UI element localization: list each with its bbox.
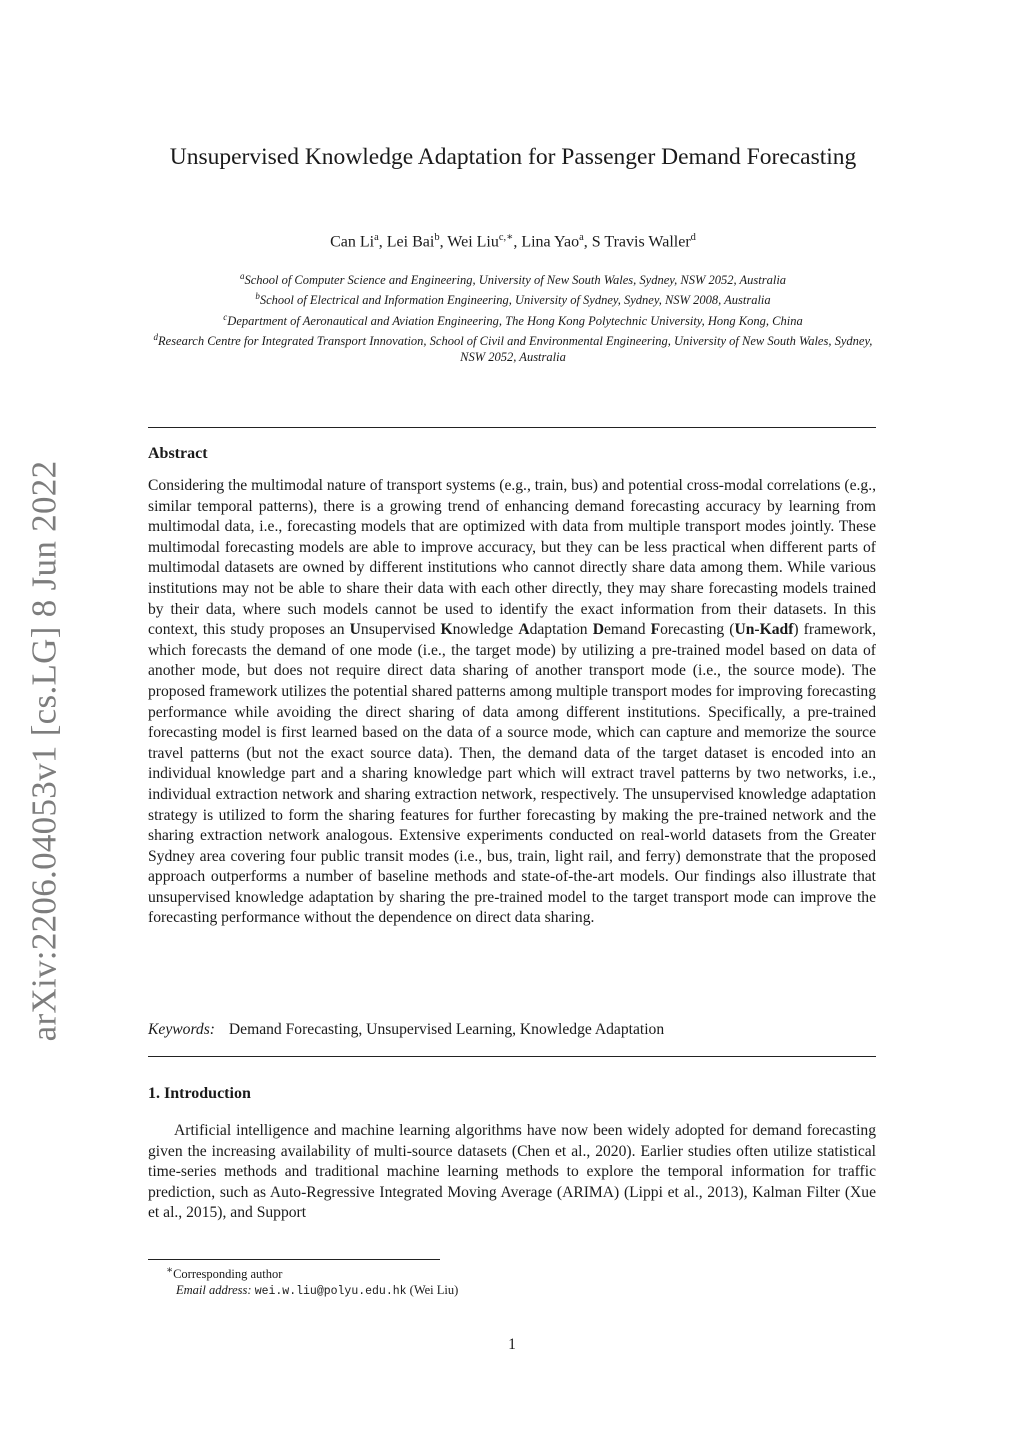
author-name: Wei Liu xyxy=(447,233,499,251)
framework-initial: F xyxy=(650,621,661,639)
keywords-label: Keywords: xyxy=(148,1021,215,1038)
affiliation-mark: d xyxy=(153,332,159,343)
keywords-line xyxy=(148,1021,876,1039)
arxiv-identifier-text: arXiv:2206.04053v1 [cs.LG] 8 Jun 2022 xyxy=(24,460,64,1042)
arxiv-identifier-stamp xyxy=(22,462,66,1040)
footnote-email-line xyxy=(148,1282,876,1300)
footnote-mark: ∗ xyxy=(166,1265,174,1276)
footnote-corresponding-text: Corresponding author xyxy=(173,1267,283,1282)
footnote-email-address[interactable]: wei.w.liu@polyu.edu.hk xyxy=(254,1285,407,1299)
framework-word-rest: orecasting xyxy=(660,621,725,639)
author-mark: b xyxy=(434,232,440,243)
keywords-text: Demand Forecasting, Unsupervised Learning, Knowledge Adaptation xyxy=(228,1021,665,1038)
section-heading-introduction: 1. Introduction xyxy=(148,1085,251,1102)
author-mark: d xyxy=(690,232,696,243)
framework-word-rest: nsupervised xyxy=(360,621,441,639)
framework-initial: U xyxy=(349,621,361,639)
author-mark: a xyxy=(374,232,379,243)
introduction-paragraph: Artificial intelligence and machine learning algorithms have now been widely adopted for demand forecasting given the increasing availability of multi-source datasets (Chen et al., 2020). Earlier studies often utilize statistical time-series methods and traditional machine learning methods to explore the temporal information for traffic prediction, such as Auto-Regressive Integrated Moving Average (ARIMA) (Lippi et al., 2013), Kalman Filter (Xue et al., 2015), and Support xyxy=(148,1122,876,1222)
affiliation-mark: c xyxy=(223,311,228,322)
framework-word-rest: emand xyxy=(603,621,651,639)
footnote-corresponding-line xyxy=(148,1263,876,1282)
affiliation-item xyxy=(150,329,876,366)
footnote-email-label: Email address: xyxy=(176,1283,252,1298)
affiliation-mark: a xyxy=(239,271,245,281)
abstract-part-1: Considering the multimodal nature of transport systems (e.g., train, bus) and potential cross-modal correlations (e.g., similar temporal patterns), there is a growing trend of enhancing demand forecasting accuracy by learning from multimodal data, i.e., forecasting models that are optimized with data from multiple transport modes jointly. These multimodal forecasting models are able to improve accuracy, but they can be less practical when different parts of multimodal datasets are owned by different institutions who cannot directly share data among them. While various institutions may not be able to share their data with each other directly, they may share forecasting models trained by their data, where such models cannot be used to identify the exact information from their datasets. In this context, this study proposes an xyxy=(148,477,876,639)
framework-initial: K xyxy=(440,621,453,639)
framework-abbreviation: Un-Kadf xyxy=(734,621,794,639)
affiliation-text: Department of Aeronautical and Aviation Engineering, The Hong Kong Polytechnic University, Hong Kong, China xyxy=(227,313,803,328)
author-name: Lina Yao xyxy=(521,233,580,251)
framework-word-rest: daptation xyxy=(529,621,593,639)
author-name: Can Li xyxy=(330,233,375,251)
paper-title: Unsupervised Knowledge Adaptation for Passenger Demand Forecasting xyxy=(169,144,857,170)
affiliation-item xyxy=(150,309,876,329)
affiliation-text: Research Centre for Integrated Transport Innovation, School of Civil and Environmental Engineering, University of New South Wales, Sydney, NSW 2052, Australia xyxy=(158,334,873,365)
page-number: 1 xyxy=(508,1336,516,1353)
author-name: S Travis Waller xyxy=(591,233,691,251)
author-mark: c,∗ xyxy=(498,232,514,243)
affiliation-mark: b xyxy=(255,291,260,302)
author-name: Lei Bai xyxy=(386,233,435,251)
abstract-text: Considering the multimodal nature of transport systems (e.g., train, bus) and potential cross-modal correlations (e.g., similar temporal patterns), there is a growing trend of enhancing demand forecasting accuracy by learning from multimodal data, i.e., forecasting models that are optimized with data from multiple transport modes jointly. These multimodal forecasting models are able to improve accuracy, but they can be less practical when different parts of multimodal datasets are owned by different institutions who cannot directly share data among them. While various institutions may not be able to share their data with each other directly, they may share forecasting models trained by their data, where such models cannot be used to identify the exact information from their datasets. In this context, this study proposes an Unsupervised Knowledge Adaptation Demand Forecasting (Un-Kadf) framework, which forecasts the demand of one mode (i.e., the target mode) by utilizing a pre-trained model based on data of another mode, but does not require direct data sharing of another transport mode (i.e., the source mode). The proposed framework utilizes the potential shared patterns among multiple transport modes for improving forecasting performance while avoiding the direct sharing of data among different institutions. Specifically, a pre-trained forecasting model is first learned based on the data of a source mode, which can capture and memorize the source travel patterns (but not the exact source data). Then, the demand data of the target dataset is encoded into an individual knowledge part and a sharing knowledge part which will extract travel patterns by two networks, i.e., individual extraction network and sharing extraction network, respectively. The unsupervised knowledge adaptation strategy is utilized to form the sharing features for further forecasting by making the pre-trained network and the sharing extraction network analogous. Extensive experiments conducted on real-world datasets from the Greater Sydney area covering four public transit modes (i.e., bus, train, light rail, and ferry) demonstrate that the proposed approach outperforms a number of baseline methods and state-of-the-art models. Our findings also illustrate that unsupervised knowledge adaptation by sharing the pre-trained model to the target transport mode can improve the forecasting performance without the dependence on direct data sharing. xyxy=(148,477,876,927)
framework-initial: A xyxy=(518,621,530,639)
framework-initial: D xyxy=(592,621,604,639)
affiliation-item xyxy=(150,288,876,308)
footnote xyxy=(148,1263,876,1300)
framework-word-rest: nowledge xyxy=(452,621,519,639)
abstract-heading: Abstract xyxy=(148,445,208,462)
affiliation-list xyxy=(150,268,876,366)
abstract-bottom-rule xyxy=(148,1056,876,1057)
abstract-part-2: framework, which forecasts the demand of one mode (i.e., the target mode) by utilizing a pre-trained model based on data of another mode, but does not require direct data sharing of another transport mode (i.e., the source mode). The proposed framework utilizes the potential shared patterns among multiple transport modes for improving forecasting performance while avoiding the direct sharing of data among different institutions. Specifically, a pre-trained forecasting model is first learned based on the data of a source mode, which can capture and memorize the source travel patterns (but not the exact source data). Then, the demand data of the target dataset is encoded into an individual knowledge part and a sharing knowledge part which will extract travel patterns by two networks, i.e., individual extraction network and sharing extraction network, respectively. The unsupervised knowledge adaptation strategy is utilized to form the sharing features for further forecasting by making the pre-trained network and the sharing extraction network analogous. Extensive experiments conducted on real-world datasets from the Greater Sydney area covering four public transit modes (i.e., bus, train, light rail, and ferry) demonstrate that the proposed approach outperforms a number of baseline methods and state-of-the-art models. Our findings also illustrate that unsupervised knowledge adaptation by sharing the pre-trained model to the target transport mode can improve the forecasting performance without the dependence on direct data sharing. xyxy=(148,621,876,927)
affiliation-item xyxy=(150,268,876,288)
author-list: Can Li$^a$, Lei Bai$^b$, Wei Liu$^{c,∗}$, Lina Yao$^a$, S Travis Waller$^d$ xyxy=(330,232,696,251)
author-mark: a xyxy=(579,232,584,243)
footnote-rule xyxy=(148,1259,440,1260)
abstract-top-rule xyxy=(148,427,876,428)
affiliation-text: School of Computer Science and Engineering, University of New South Wales, Sydney, NSW 2052, Australia xyxy=(244,273,787,288)
affiliation-text: School of Electrical and Information Engineering, University of Sydney, Sydney, NSW 2008, Australia xyxy=(259,293,771,308)
footnote-email-owner: (Wei Liu) xyxy=(409,1283,459,1298)
